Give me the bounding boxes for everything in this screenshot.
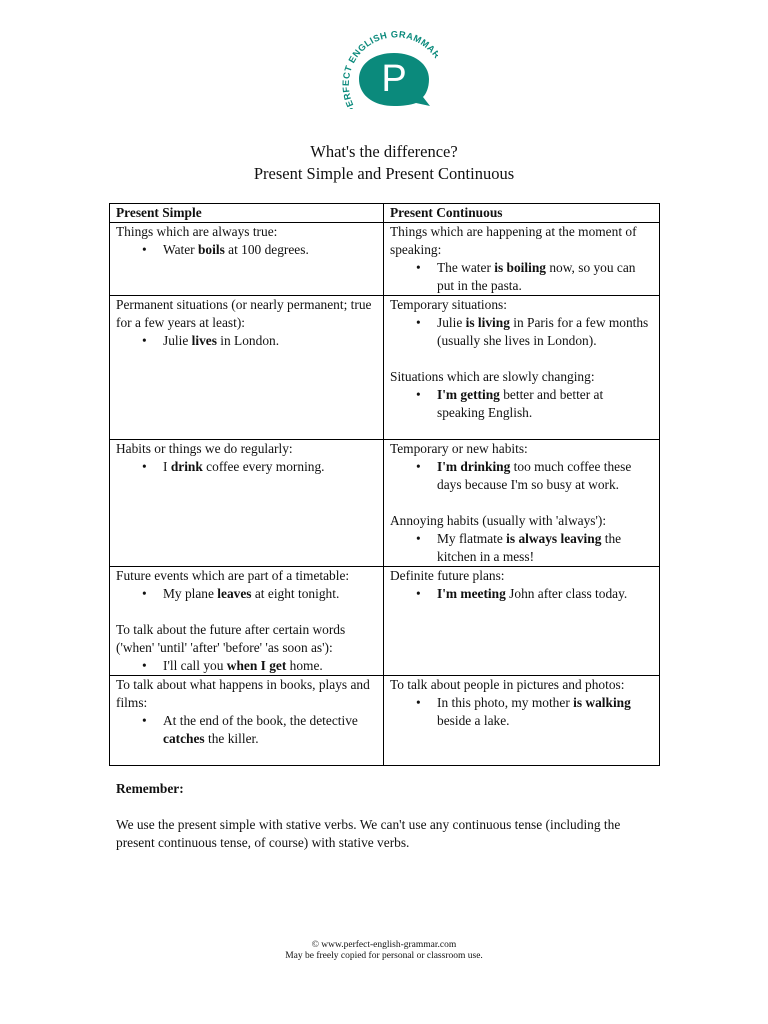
title-line-2: Present Simple and Present Continuous — [253, 164, 515, 183]
example-sentence — [437, 530, 653, 566]
section-gap — [116, 603, 377, 621]
table-header-row — [110, 204, 660, 223]
example-sentence — [437, 386, 653, 422]
cell-continuous — [384, 440, 660, 567]
highlighted-verb: lives — [191, 333, 217, 348]
example-text: at 100 degrees. — [224, 242, 309, 257]
highlighted-verb: drink — [170, 459, 203, 474]
cell-simple — [110, 567, 384, 676]
highlighted-verb: I'm meeting — [437, 586, 506, 601]
example-text: My plane — [163, 586, 218, 601]
example-text: now, so you can put in the pasta. — [437, 260, 636, 293]
example-text: At the end of the book, the detective — [163, 713, 358, 728]
cell-simple — [110, 676, 384, 766]
example-list — [390, 458, 653, 494]
example-sentence — [163, 585, 377, 603]
logo-mark — [328, 14, 438, 109]
highlighted-verb: is living — [465, 315, 510, 330]
example-list — [390, 694, 653, 730]
usage-label: Annoying habits (usually with 'always'): — [390, 513, 607, 528]
example-text: too much coffee these days because I'm so busy at work. — [437, 459, 632, 492]
example-text: beside a lake. — [437, 713, 510, 728]
footer-usage-note: May be freely copied for personal or classroom use. — [285, 951, 483, 961]
logo-letter: P — [381, 58, 407, 100]
example-text: in London. — [216, 333, 280, 348]
example-text: Water — [163, 242, 198, 257]
cell-simple — [110, 296, 384, 440]
footer-copyright: © www.perfect-english-grammar.com — [311, 940, 457, 950]
usage-label: Temporary or new habits: — [390, 441, 528, 456]
example-sentence — [163, 458, 377, 476]
example-text: John after class today. — [505, 586, 628, 601]
cell-continuous — [384, 567, 660, 676]
example-text: the kitchen in a mess! — [437, 531, 622, 564]
example-list — [390, 314, 653, 350]
logo-ring-text: ERFECT ENGLISH GRAMMA — [340, 29, 438, 109]
example-list — [116, 657, 377, 675]
footer — [0, 940, 768, 962]
example-text: at eight tonight. — [251, 586, 340, 601]
table-row — [110, 676, 660, 766]
cell-continuous — [384, 676, 660, 766]
example-sentence — [437, 259, 653, 295]
usage-label: To talk about the future after certain words ('when' 'until' 'after' 'before' 'as soon as'): — [116, 622, 346, 655]
usage-label: Habits or things we do regularly: — [116, 441, 293, 456]
example-text: Julie — [163, 333, 192, 348]
example-text: Julie — [437, 315, 466, 330]
cell-simple — [110, 223, 384, 296]
highlighted-verb: leaves — [217, 586, 252, 601]
example-list — [390, 386, 653, 422]
cell-continuous — [384, 296, 660, 440]
usage-label: Situations which are slowly changing: — [390, 369, 595, 384]
usage-label: Permanent situations (or nearly permanent; true for a few years at least): — [116, 297, 372, 330]
highlighted-verb: is walking — [573, 695, 631, 710]
page-title — [0, 141, 768, 185]
remember-heading: Remember: — [116, 781, 184, 796]
highlighted-verb: I'm getting — [437, 387, 500, 402]
header-present-simple: Present Simple — [110, 204, 384, 223]
usage-label: Temporary situations: — [390, 297, 507, 312]
example-text: In this photo, my mother — [437, 695, 574, 710]
example-text: I — [163, 459, 171, 474]
section-gap — [390, 494, 653, 512]
highlighted-verb: when I get — [226, 658, 287, 673]
table-body — [110, 223, 660, 766]
example-sentence — [437, 458, 653, 494]
example-list — [116, 241, 377, 259]
title-line-1: What's the difference? — [310, 142, 458, 161]
highlighted-verb: catches — [163, 731, 205, 746]
example-list — [116, 458, 377, 476]
example-text: coffee every morning. — [202, 459, 325, 474]
example-sentence — [163, 712, 377, 748]
example-list — [390, 585, 653, 603]
example-text: The water — [437, 260, 495, 275]
example-list — [116, 332, 377, 350]
example-list — [116, 585, 377, 603]
comparison-table — [109, 203, 660, 766]
example-text: My flatmate — [437, 531, 507, 546]
usage-label: Future events which are part of a timetable: — [116, 568, 350, 583]
usage-label: To talk about what happens in books, plays and films: — [116, 677, 370, 710]
example-sentence — [437, 694, 653, 730]
cell-continuous — [384, 223, 660, 296]
example-text: I'll call you — [163, 658, 227, 673]
example-text: in Paris for a few months (usually she lives in London). — [437, 315, 649, 348]
table-row — [110, 567, 660, 676]
example-text: better and better at speaking English. — [437, 387, 604, 420]
highlighted-verb: is boiling — [494, 260, 546, 275]
usage-label: Things which are always true: — [116, 224, 278, 239]
cell-simple — [110, 440, 384, 567]
usage-label: Things which are happening at the moment of speaking: — [390, 224, 637, 257]
remember-text: We use the present simple with stative verbs. We can't use any continuous tense (including the present continuous tense, of course) with stative verbs. — [116, 817, 621, 850]
example-sentence — [437, 314, 653, 350]
example-list — [390, 259, 653, 295]
usage-label: Definite future plans: — [390, 568, 505, 583]
example-text: the killer. — [204, 731, 259, 746]
example-sentence — [437, 585, 653, 603]
highlighted-verb: is always leaving — [506, 531, 602, 546]
example-sentence — [163, 332, 377, 350]
header-present-continuous: Present Continuous — [384, 204, 660, 223]
example-sentence — [163, 241, 377, 259]
table-row — [110, 296, 660, 440]
logo — [328, 14, 438, 109]
table-row — [110, 223, 660, 296]
example-sentence — [163, 657, 377, 675]
example-list — [390, 530, 653, 566]
table-row — [110, 440, 660, 567]
example-list — [116, 712, 377, 748]
example-text: home. — [286, 658, 323, 673]
usage-label: To talk about people in pictures and photos: — [390, 677, 625, 692]
highlighted-verb: boils — [197, 242, 225, 257]
highlighted-verb: I'm drinking — [437, 459, 511, 474]
section-gap — [390, 350, 653, 368]
